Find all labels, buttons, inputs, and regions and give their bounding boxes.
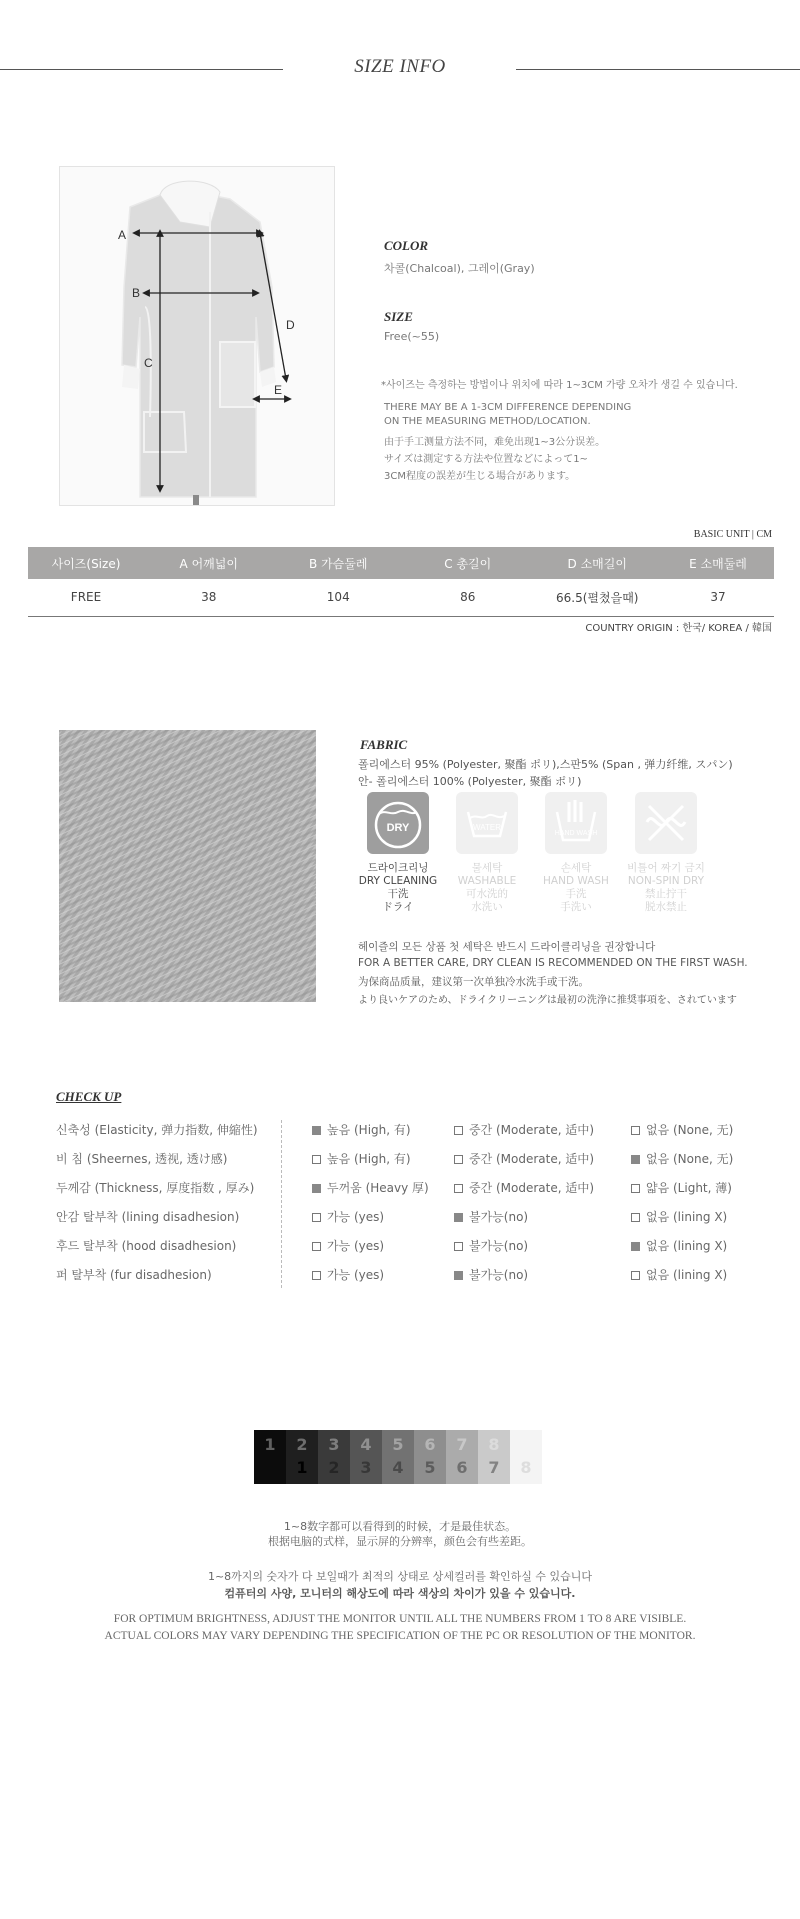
coat-measurement-image (59, 166, 335, 506)
care-water-wash (447, 792, 527, 914)
svg-text:HAND WASH: HAND WASH (554, 830, 598, 837)
unchecked-box-icon (312, 1271, 321, 1280)
care-text-cn: 可水洗的 (466, 888, 508, 900)
scale-number-bottom: 4 (392, 1458, 404, 1477)
scale-swatch (318, 1430, 350, 1484)
checkup-option (631, 1237, 727, 1254)
size-table (28, 547, 774, 617)
checkup-option (631, 1121, 733, 1138)
basic-unit-label: BASIC UNIT | CM (693, 529, 772, 540)
unchecked-box-icon (631, 1271, 640, 1280)
checked-box-icon (631, 1242, 640, 1251)
care-text-ko: 물세탁 (471, 862, 503, 874)
measure-note-jp-1: サイズは測定する方法や位置などによって1~ (384, 454, 588, 465)
svg-text:WATER: WATER (473, 823, 501, 832)
checkup-row (56, 1179, 756, 1199)
checked-box-icon (631, 1155, 640, 1164)
care-text-cn: 禁止拧干 (645, 888, 687, 900)
scale-number-top: 3 (328, 1435, 340, 1454)
scale-swatch (478, 1430, 510, 1484)
checkup-option (454, 1208, 528, 1225)
checkup-row (56, 1208, 756, 1228)
scale-number-bottom: 2 (328, 1458, 340, 1477)
cell-c: 86 (403, 579, 533, 616)
checkup-option-label: 높음 (High, 有) (327, 1123, 411, 1137)
monitor-note-cn-2: 根据电脑的式样，显示屏的分辨率，颜色会有些差距。 (268, 1535, 532, 1548)
checkup-option-label: 가능 (yes) (327, 1239, 385, 1253)
checkup-row-label: 신축성 (Elasticity, 弹力指数, 伸縮性) (56, 1123, 258, 1137)
checked-box-icon (454, 1213, 463, 1222)
checkup-row-label: 퍼 탈부착 (fur disadhesion) (56, 1268, 212, 1282)
scale-number-top: 5 (392, 1435, 404, 1454)
checkup-option-label: 없음 (None, 无) (646, 1123, 734, 1137)
checkup-option-label: 불가능(no) (469, 1268, 529, 1282)
measure-note-ko: *사이즈는 측정하는 방법이나 위치에 따라 1~3CM 가량 오차가 생길 수 있습니다. (381, 380, 738, 391)
scale-swatch (446, 1430, 478, 1484)
monitor-note-en-1: FOR OPTIMUM BRIGHTNESS, ADJUST THE MONITOR UNTIL ALL THE NUMBERS FROM 1 TO 8 ARE VISIBLE. (113, 1613, 687, 1625)
col-header-c: C 총길이 (403, 547, 533, 579)
table-row (28, 579, 774, 616)
water-wash-icon (456, 792, 518, 854)
wash-note-cn: 为保商品质量，建议第一次单独冷水洗手或干洗。 (358, 976, 589, 988)
checkup-row (56, 1237, 756, 1257)
checkup-option (454, 1179, 594, 1196)
checked-box-icon (312, 1126, 321, 1135)
unchecked-box-icon (631, 1126, 640, 1135)
care-dry-clean (358, 792, 438, 914)
section-title-size-info: SIZE INFO (354, 56, 446, 77)
coat-diagram (60, 167, 335, 506)
cell-e: 37 (662, 579, 774, 616)
diagram-label-b: B (132, 286, 141, 300)
checkup-option-label: 중간 (Moderate, 适中) (469, 1123, 595, 1137)
checkup-option-label: 없음 (lining X) (646, 1210, 728, 1224)
care-text-ko: 손세탁 (560, 862, 592, 874)
scale-number-bottom: 8 (520, 1458, 532, 1477)
measure-note-en-2: ON THE MEASURING METHOD/LOCATION. (384, 416, 591, 427)
checkup-option (312, 1179, 429, 1196)
fabric-line-2: 안- 폴리에스터 100% (Polyester, 聚酯 ポリ) (358, 775, 582, 788)
checkup-option (631, 1150, 733, 1167)
checkup-option-label: 가능 (yes) (327, 1268, 385, 1282)
unchecked-box-icon (631, 1184, 640, 1193)
scale-number-top: 7 (456, 1435, 468, 1454)
checkup-option (312, 1266, 384, 1283)
care-hand-wash (536, 792, 616, 914)
measure-note-cn: 由于手工测量方法不同，难免出现1~3公分误差。 (384, 437, 606, 448)
scale-number-top: 4 (360, 1435, 372, 1454)
cell-size: FREE (28, 579, 144, 616)
col-header-b: B 가슴둘레 (274, 547, 404, 579)
fabric-label: FABRIC (360, 737, 408, 752)
scale-number-bottom: 3 (360, 1458, 372, 1477)
monitor-note-ko-2: 컴퓨터의 사양, 모니터의 해상도에 따라 색상의 차이가 있을 수 있습니다. (224, 1587, 576, 1600)
color-value: 차콜(Chalcoal), 그레이(Gray) (384, 262, 535, 275)
wash-note-jp: より良いケアのため、ドライクリーニングは最初の洗浄に推奨事項を、されています (358, 995, 737, 1006)
unchecked-box-icon (454, 1155, 463, 1164)
care-text-jp: ドライ (382, 901, 414, 913)
size-table-header (28, 547, 774, 579)
care-no-spin-dry (625, 792, 707, 914)
checkup-option-label: 얇음 (Light, 薄) (646, 1181, 732, 1195)
scale-number-top: 1 (264, 1435, 276, 1454)
checkup-divider (281, 1120, 282, 1288)
checkup-option-label: 중간 (Moderate, 适中) (469, 1152, 595, 1166)
checkup-option-label: 가능 (yes) (327, 1210, 385, 1224)
checkup-option-label: 없음 (None, 无) (646, 1152, 734, 1166)
checkup-option-label: 중간 (Moderate, 适中) (469, 1181, 595, 1195)
care-text-cn: 手洗 (565, 888, 587, 900)
cell-a: 38 (144, 579, 274, 616)
checkup-option (631, 1179, 732, 1196)
checkup-option (454, 1121, 594, 1138)
cell-b: 104 (274, 579, 404, 616)
checkup-option (454, 1266, 528, 1283)
unchecked-box-icon (454, 1242, 463, 1251)
checkup-option (312, 1150, 411, 1167)
wash-note-ko: 헤이즐의 모든 상품 첫 세탁은 반드시 드라이클리닝을 권장합니다 (358, 941, 656, 953)
scale-swatch (382, 1430, 414, 1484)
care-text-en: HAND WASH (543, 875, 609, 887)
checkup-row-label: 두께감 (Thickness, 厚度指数 , 厚み) (56, 1181, 255, 1195)
scale-swatch (286, 1430, 318, 1484)
unchecked-box-icon (454, 1184, 463, 1193)
checkup-row-label: 안감 탈부착 (lining disadhesion) (56, 1210, 240, 1224)
checkup-option (631, 1266, 727, 1283)
scale-number-bottom: 7 (488, 1458, 500, 1477)
checkup-row (56, 1121, 756, 1141)
svg-text:DRY: DRY (386, 822, 410, 834)
monitor-brightness-scale (254, 1430, 542, 1484)
checkup-option-label: 없음 (lining X) (646, 1268, 728, 1282)
checkup-option (312, 1208, 384, 1225)
care-text-jp: 水洗い (471, 901, 503, 913)
scale-swatch (414, 1430, 446, 1484)
no-spin-dry-icon (635, 792, 697, 854)
checkup-option (312, 1237, 384, 1254)
diagram-label-a: A (118, 228, 127, 242)
col-header-a: A 어깨넓이 (144, 547, 274, 579)
care-text-jp: 手洗い (560, 901, 592, 913)
check-up-title: CHECK UP (56, 1089, 122, 1104)
diagram-label-c: C (144, 356, 153, 370)
fabric-swatch-image (59, 730, 316, 1002)
size-value: Free(~55) (384, 330, 440, 343)
diagram-label-d: D (286, 318, 295, 332)
checkup-option (454, 1237, 528, 1254)
dry-clean-icon (367, 792, 429, 854)
care-text-ko: 비틀어 짜기 금지 (627, 862, 705, 874)
scale-swatch (254, 1430, 286, 1484)
care-text-jp: 脱水禁止 (645, 901, 687, 913)
checkup-option-label: 없음 (lining X) (646, 1239, 728, 1253)
unchecked-box-icon (631, 1213, 640, 1222)
checkup-row (56, 1266, 756, 1286)
diagram-label-e: E (274, 383, 283, 397)
unchecked-box-icon (312, 1242, 321, 1251)
monitor-note-cn-1: 1~8数字都可以看得到的时候，才是最佳状态。 (283, 1520, 517, 1533)
measure-note-en-1: THERE MAY BE A 1-3CM DIFFERENCE DEPENDING (384, 402, 632, 413)
unchecked-box-icon (312, 1155, 321, 1164)
monitor-note-ko-1: 1~8까지의 숫자가 다 보일때가 최적의 상태로 상세컬러를 확인하실 수 있습니다 (207, 1570, 593, 1583)
checkup-option (312, 1121, 411, 1138)
country-origin: COUNTRY ORIGIN : 한국/ KOREA / 韓国 (585, 623, 772, 634)
measure-note-jp-2: 3CM程度の誤差が生じる場合があります。 (384, 471, 576, 482)
unchecked-box-icon (312, 1213, 321, 1222)
checkup-option-label: 불가능(no) (469, 1210, 529, 1224)
scale-number-bottom: 1 (296, 1458, 308, 1477)
care-text-cn: 干洗 (387, 888, 409, 900)
col-header-size: 사이즈(Size) (28, 547, 144, 579)
scale-number-top: 8 (488, 1435, 500, 1454)
scale-number-bottom: 6 (456, 1458, 468, 1477)
unchecked-box-icon (454, 1126, 463, 1135)
checkup-option-label: 불가능(no) (469, 1239, 529, 1253)
monitor-note-en-2: ACTUAL COLORS MAY VARY DEPENDING THE SPECIFICATION OF THE PC OR RESOLUTION OF THE MONITOR. (104, 1630, 696, 1642)
care-text-en: NON-SPIN DRY (627, 875, 705, 887)
scale-number-bottom: 5 (424, 1458, 436, 1477)
col-header-d: D 소매길이 (533, 547, 663, 579)
checkup-option (454, 1150, 594, 1167)
scale-swatch (350, 1430, 382, 1484)
hand-wash-icon (545, 792, 607, 854)
scale-number-top: 2 (296, 1435, 308, 1454)
care-text-en: WASHABLE (457, 875, 517, 887)
fabric-line-1: 폴리에스터 95% (Polyester, 聚酯 ポリ),스판5% (Span , 弹力纤维, スパン) (358, 758, 733, 771)
care-text-ko: 드라이크리닝 (367, 862, 429, 874)
cell-d: 66.5(펼쳤을때) (533, 579, 663, 616)
color-label: COLOR (384, 238, 429, 253)
checkup-option (631, 1208, 727, 1225)
scale-number-top: 6 (424, 1435, 436, 1454)
checkup-option-label: 높음 (High, 有) (327, 1152, 411, 1166)
scale-swatch (510, 1430, 542, 1484)
care-text-en: DRY CLEANING (358, 875, 438, 887)
checked-box-icon (312, 1184, 321, 1193)
checkup-row (56, 1150, 756, 1170)
checkup-option-label: 두꺼움 (Heavy 厚) (327, 1181, 429, 1195)
size-label: SIZE (384, 309, 413, 324)
col-header-e: E 소매둘레 (662, 547, 774, 579)
checked-box-icon (454, 1271, 463, 1280)
checkup-row-label: 후드 탈부착 (hood disadhesion) (56, 1239, 237, 1253)
wash-note-en: FOR A BETTER CARE, DRY CLEAN IS RECOMMENDED ON THE FIRST WASH. (358, 957, 748, 969)
checkup-row-label: 비 침 (Sheernes, 透视, 透け感) (56, 1152, 228, 1166)
